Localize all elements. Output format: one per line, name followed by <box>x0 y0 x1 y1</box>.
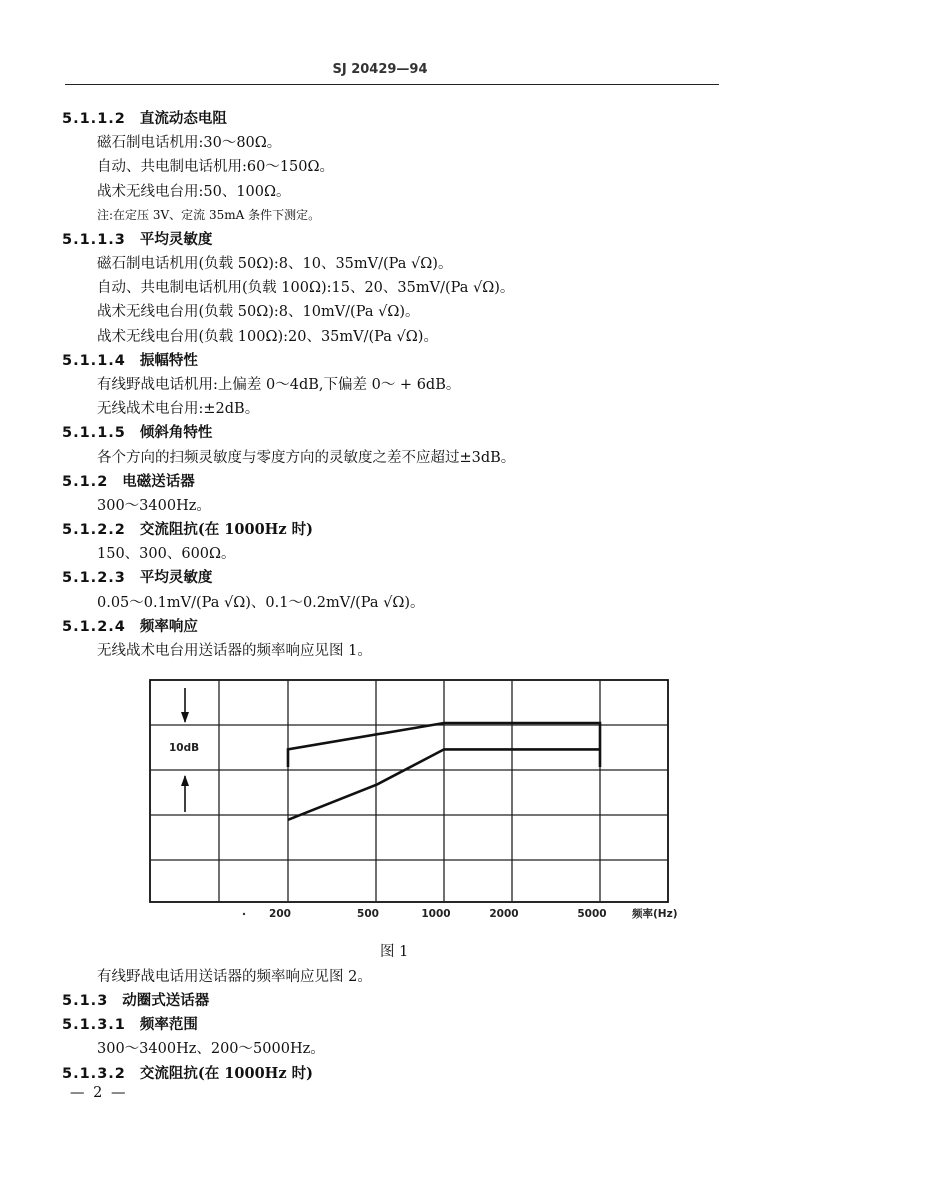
text-line: 有线野战电话用送话器的频率响应见图 2。 <box>97 969 372 985</box>
text-line: 各个方向的扫频灵敏度与零度方向的灵敏度之差不应超过±3dB。 <box>97 450 516 466</box>
text-line: 0.05～0.1mV/(Pa √Ω)、0.1～0.2mV/(Pa √Ω)。 <box>97 595 425 611</box>
section-number: 5.1.2.2 <box>62 522 126 538</box>
text-line: 战术无线电台用(负载 100Ω):20、35mV/(Pa √Ω)。 <box>97 329 438 345</box>
x-tick-label: 1000 <box>421 908 451 920</box>
text-line: 有线野战电话机用:上偏差 0～4dB,下偏差 0～ + 6dB。 <box>97 377 461 393</box>
text-line: 300～3400Hz。 <box>97 498 211 514</box>
section-title: 频率响应 <box>139 618 198 635</box>
section-number: 5.1.3.2 <box>62 1066 126 1082</box>
section-title: 动圈式送话器 <box>122 992 210 1009</box>
scale-label: 10dB <box>169 742 200 754</box>
section-number: 5.1.1.5 <box>62 425 126 441</box>
section-title: 交流阻抗(在 1000Hz 时) <box>139 521 313 538</box>
text-line: 150、300、600Ω。 <box>97 546 236 562</box>
section-title: 频率范围 <box>139 1016 198 1033</box>
section-number: 5.1.1.3 <box>62 232 126 248</box>
section-number: 5.1.2 <box>62 474 109 490</box>
x-tick-label: 200 <box>269 908 291 920</box>
text-line: 战术无线电台用(负载 50Ω):8、10mV/(Pa √Ω)。 <box>97 304 420 320</box>
scale-indicator <box>169 688 199 812</box>
text-line: 300～3400Hz、200～5000Hz。 <box>97 1041 325 1057</box>
text-line: 战术无线电台用:50、100Ω。 <box>97 184 291 200</box>
section-title: 直流动态电阻 <box>139 110 227 127</box>
chart-grid <box>150 680 668 902</box>
section-number: 5.1.2.4 <box>62 619 126 635</box>
x-tick-label: 5000 <box>577 908 607 920</box>
text-line: 自动、共电制电话机用(负载 100Ω):15、20、35mV/(Pa √Ω)。 <box>97 280 515 296</box>
section-number: 5.1.2.3 <box>62 570 126 586</box>
chart-frame <box>150 680 668 902</box>
section-title: 交流阻抗(在 1000Hz 时) <box>139 1065 313 1082</box>
x-axis-ticks <box>243 907 678 920</box>
section-number: 5.1.3.1 <box>62 1017 126 1033</box>
page-number: — 2 — <box>70 1085 128 1101</box>
x-tick-label: 500 <box>357 908 379 920</box>
section-title: 振幅特性 <box>139 352 198 369</box>
section-title: 电磁送话器 <box>122 473 195 490</box>
x-tick-label: 2000 <box>489 908 519 920</box>
text-line: 磁石制电话机用(负载 50Ω):8、10、35mV/(Pa √Ω)。 <box>97 256 453 272</box>
document-code-header: SJ 20429—94 <box>332 62 428 77</box>
scale-arrow-down-head <box>181 712 189 723</box>
text-line: 磁石制电话机用:30～80Ω。 <box>97 135 282 151</box>
x-axis-label: 频率(Hz) <box>632 908 678 920</box>
text-line: 自动、共电制电话机用:60～150Ω。 <box>97 159 335 175</box>
speck <box>243 913 245 915</box>
section-title: 平均灵敏度 <box>139 569 213 586</box>
note-line: 注:在定压 3V、定流 35mA 条件下测定。 <box>97 208 321 222</box>
section-number: 5.1.3 <box>62 993 109 1009</box>
section-title: 平均灵敏度 <box>139 231 213 248</box>
section-title: 倾斜角特性 <box>139 424 213 441</box>
text-line: 无线战术电台用送话器的频率响应见图 1。 <box>97 643 372 659</box>
scale-arrow-up-head <box>181 775 189 786</box>
section-number: 5.1.1.4 <box>62 353 126 369</box>
text-line: 无线战术电台用:±2dB。 <box>97 401 260 417</box>
figure-caption: 图 1 <box>380 944 409 960</box>
section-number: 5.1.1.2 <box>62 111 126 127</box>
